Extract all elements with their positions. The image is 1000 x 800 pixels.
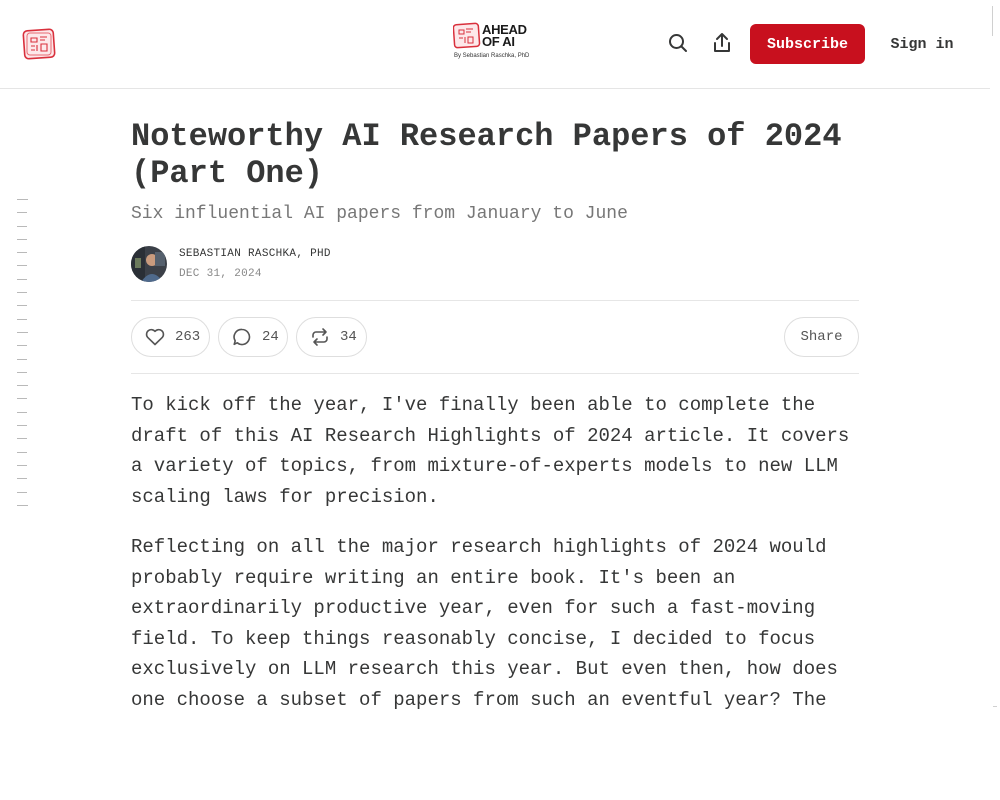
toc-marker[interactable] (17, 292, 27, 293)
scrollbar[interactable] (990, 0, 1000, 800)
like-count: 263 (175, 329, 201, 345)
publication-logo[interactable] (453, 22, 543, 62)
toc-marker[interactable] (17, 385, 28, 386)
toc-marker[interactable] (17, 332, 28, 333)
avatar[interactable] (131, 246, 167, 282)
toc-marker[interactable] (17, 465, 27, 466)
site-logo-icon[interactable] (22, 27, 58, 61)
comment-count: 24 (262, 329, 279, 345)
restack-icon (310, 327, 330, 347)
search-icon (668, 33, 688, 53)
share-icon (712, 32, 732, 54)
toc-marker[interactable] (17, 492, 27, 493)
restack-count: 34 (340, 329, 357, 345)
publication-name: AHEAD OF AI (482, 22, 527, 49)
toc-marker[interactable] (17, 265, 27, 266)
toc-marker[interactable] (17, 252, 27, 253)
post-subtitle: Six influential AI papers from January to June (131, 204, 628, 224)
restack-button[interactable] (296, 317, 367, 357)
toc-marker[interactable] (17, 319, 27, 320)
toc-marker[interactable] (17, 239, 27, 240)
post-title: Noteworthy AI Research Papers of 2024 (Part One) (131, 118, 842, 192)
divider (131, 373, 859, 374)
toc-marker[interactable] (17, 212, 27, 213)
publication-byline: By Sebastian Raschka, PhD (454, 53, 530, 59)
toc-marker[interactable] (17, 359, 27, 360)
toc-marker[interactable] (17, 199, 28, 200)
comment-button[interactable] (218, 317, 288, 357)
heart-icon (145, 328, 165, 346)
top-navigation-bar (0, 0, 990, 89)
toc-marker[interactable] (17, 372, 27, 373)
toc-marker[interactable] (17, 279, 27, 280)
author-name[interactable]: SEBASTIAN RASCHKA, PHD (179, 248, 331, 260)
toc-marker[interactable] (17, 398, 27, 399)
toc-marker[interactable] (17, 345, 27, 346)
toc-marker[interactable] (17, 305, 27, 306)
toc-marker[interactable] (17, 226, 27, 227)
toc-marker[interactable] (17, 412, 27, 413)
divider (131, 300, 859, 301)
share-button[interactable] (711, 32, 733, 54)
toc-marker[interactable] (17, 478, 27, 479)
toc-marker[interactable] (17, 425, 27, 426)
table-of-contents-rail[interactable] (17, 199, 31, 518)
like-button[interactable] (131, 317, 210, 357)
toc-marker[interactable] (17, 438, 27, 439)
share-post-button[interactable]: Share (784, 317, 859, 357)
comment-icon (232, 327, 252, 347)
toc-marker[interactable] (17, 452, 27, 453)
body-paragraph: To kick off the year, I've finally been able to complete the draft of this AI Research Highlights of 2024 article. It covers a variety of topics, from mixture-of-experts models to new LLM scaling laws for precision. (131, 394, 850, 508)
toc-marker[interactable] (17, 505, 28, 506)
body-paragraph: Reflecting on all the major research highlights of 2024 would probably require writing an entire book. It's been an extraordinarily productive year, even for such a fast-moving field. To keep things reasonably concise, I decided to focus exclusively on LLM research this year. But even then, how does one choose a subset of papers from such an eventful year? The (131, 536, 838, 711)
post-date: DEC 31, 2024 (179, 268, 262, 280)
sign-in-button[interactable]: Sign in (890, 35, 954, 53)
search-button[interactable] (667, 32, 689, 54)
subscribe-button[interactable]: Subscribe (750, 24, 865, 64)
